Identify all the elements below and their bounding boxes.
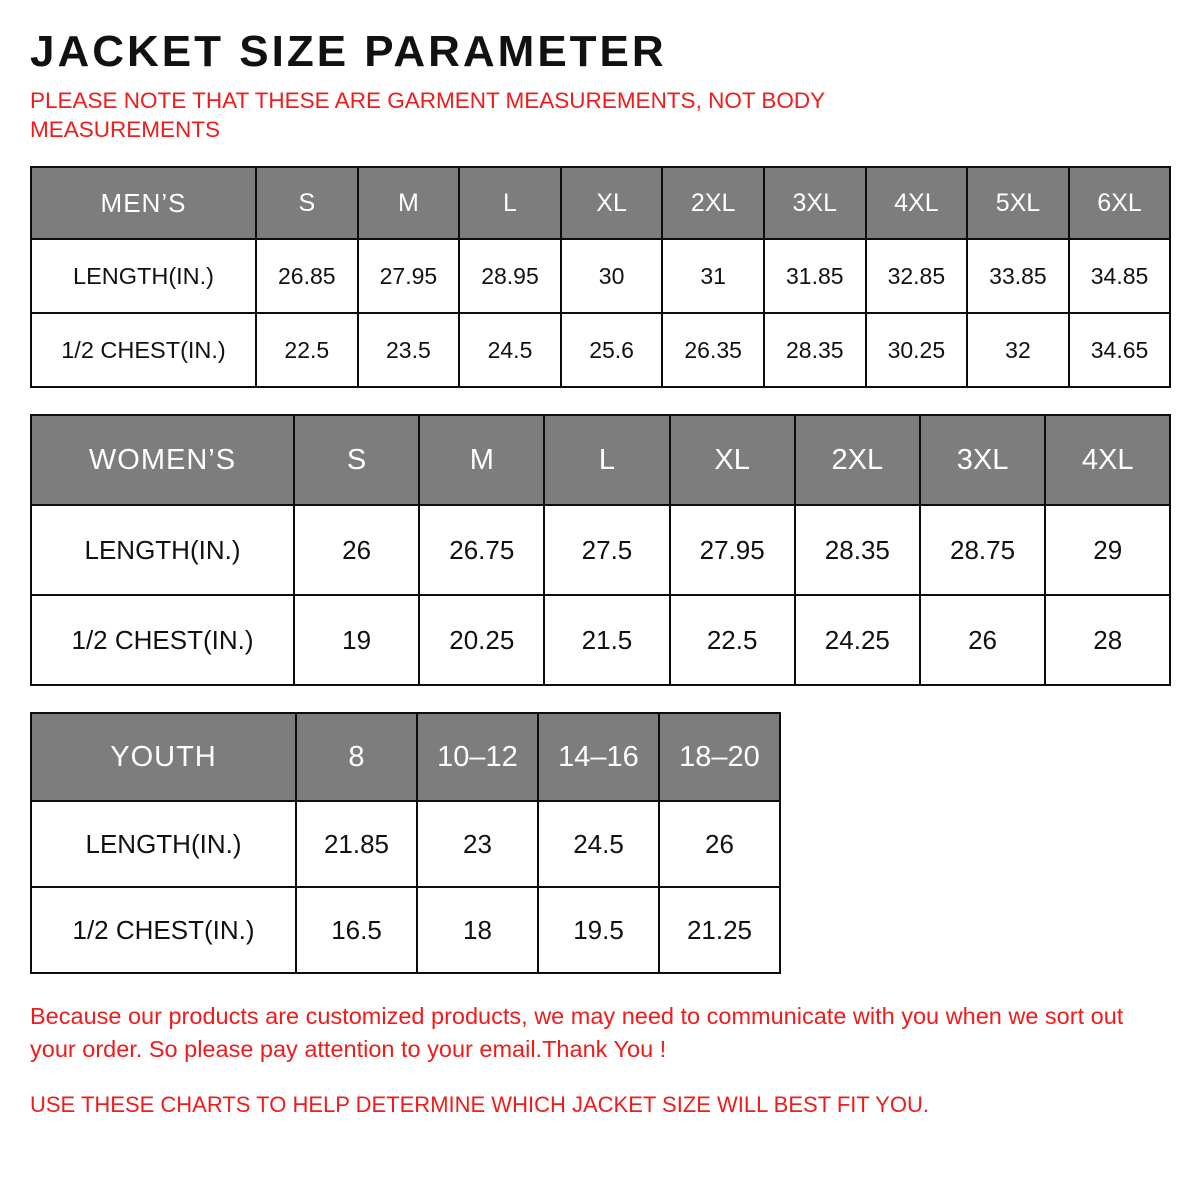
table-cell: 22.5 [670, 595, 795, 685]
footer-notes [30, 1000, 1170, 1120]
table-cell: 26 [294, 505, 419, 595]
table-header-row [31, 415, 1170, 505]
youth-size-header: 10–12 [417, 713, 538, 801]
table-cell: 27.95 [358, 239, 460, 313]
table-cell: 26.75 [419, 505, 544, 595]
womens-size-header: 3XL [920, 415, 1045, 505]
table-cell: 31 [662, 239, 764, 313]
table-cell: 16.5 [296, 887, 417, 973]
mens-size-header: L [459, 167, 561, 239]
table-cell: 20.25 [419, 595, 544, 685]
footer-note-customization: Because our products are customized products, we may need to communicate with you when we sort out your order. So please pay attention to your email.Thank You ! [30, 1003, 1124, 1063]
table-cell: 23.5 [358, 313, 460, 387]
table-cell: 19 [294, 595, 419, 685]
row-label: 1/2 CHEST(IN.) [31, 595, 294, 685]
row-label: LENGTH(IN.) [31, 239, 256, 313]
row-label: 1/2 CHEST(IN.) [31, 887, 296, 973]
table-cell: 28.35 [764, 313, 866, 387]
mens-size-header: XL [561, 167, 663, 239]
row-label: LENGTH(IN.) [31, 505, 294, 595]
table-cell: 26.85 [256, 239, 358, 313]
mens-size-header: 5XL [967, 167, 1069, 239]
table-cell: 23 [417, 801, 538, 887]
womens-size-header: M [419, 415, 544, 505]
womens-size-header: 4XL [1045, 415, 1170, 505]
youth-table-label: YOUTH [31, 713, 296, 801]
table-cell: 28.95 [459, 239, 561, 313]
measurement-note: PLEASE NOTE THAT THESE ARE GARMENT MEASUREMENTS, NOT BODY MEASUREMENTS [30, 87, 825, 142]
womens-table-label: WOMEN’S [31, 415, 294, 505]
youth-size-table [30, 712, 781, 974]
table-row [31, 313, 1170, 387]
table-cell: 28 [1045, 595, 1170, 685]
womens-size-header: XL [670, 415, 795, 505]
table-cell: 18 [417, 887, 538, 973]
youth-size-header: 14–16 [538, 713, 659, 801]
table-row [31, 887, 780, 973]
table-row [31, 595, 1170, 685]
table-cell: 32.85 [866, 239, 968, 313]
mens-size-header: 4XL [866, 167, 968, 239]
womens-size-header: S [294, 415, 419, 505]
mens-size-header: 6XL [1069, 167, 1171, 239]
table-cell: 28.75 [920, 505, 1045, 595]
table-cell: 32 [967, 313, 1069, 387]
table-cell: 26 [659, 801, 780, 887]
table-cell: 34.85 [1069, 239, 1171, 313]
table-cell: 24.5 [538, 801, 659, 887]
table-cell: 26 [920, 595, 1045, 685]
table-cell: 22.5 [256, 313, 358, 387]
mens-size-header: M [358, 167, 460, 239]
page-title: JACKET SIZE PARAMETER [30, 27, 667, 76]
table-cell: 28.35 [795, 505, 920, 595]
youth-size-header: 18–20 [659, 713, 780, 801]
table-header-row [31, 167, 1170, 239]
womens-size-table [30, 414, 1171, 686]
table-cell: 21.5 [544, 595, 669, 685]
table-cell: 30.25 [866, 313, 968, 387]
womens-size-header: L [544, 415, 669, 505]
table-cell: 26.35 [662, 313, 764, 387]
table-cell: 19.5 [538, 887, 659, 973]
row-label: 1/2 CHEST(IN.) [31, 313, 256, 387]
table-cell: 29 [1045, 505, 1170, 595]
mens-table-label: MEN’S [31, 167, 256, 239]
youth-size-header: 8 [296, 713, 417, 801]
mens-size-table [30, 166, 1171, 388]
mens-size-header: 2XL [662, 167, 764, 239]
table-cell: 24.5 [459, 313, 561, 387]
table-cell: 21.25 [659, 887, 780, 973]
table-cell: 30 [561, 239, 663, 313]
table-cell: 25.6 [561, 313, 663, 387]
mens-size-header: S [256, 167, 358, 239]
table-cell: 33.85 [967, 239, 1069, 313]
footer-note-usage: USE THESE CHARTS TO HELP DETERMINE WHICH JACKET SIZE WILL BEST FIT YOU. [30, 1091, 929, 1117]
table-row [31, 801, 780, 887]
table-cell: 27.5 [544, 505, 669, 595]
table-cell: 27.95 [670, 505, 795, 595]
womens-size-header: 2XL [795, 415, 920, 505]
table-row [31, 239, 1170, 313]
table-row [31, 505, 1170, 595]
table-cell: 21.85 [296, 801, 417, 887]
table-cell: 31.85 [764, 239, 866, 313]
mens-size-header: 3XL [764, 167, 866, 239]
row-label: LENGTH(IN.) [31, 801, 296, 887]
table-cell: 34.65 [1069, 313, 1171, 387]
table-cell: 24.25 [795, 595, 920, 685]
table-header-row [31, 713, 780, 801]
